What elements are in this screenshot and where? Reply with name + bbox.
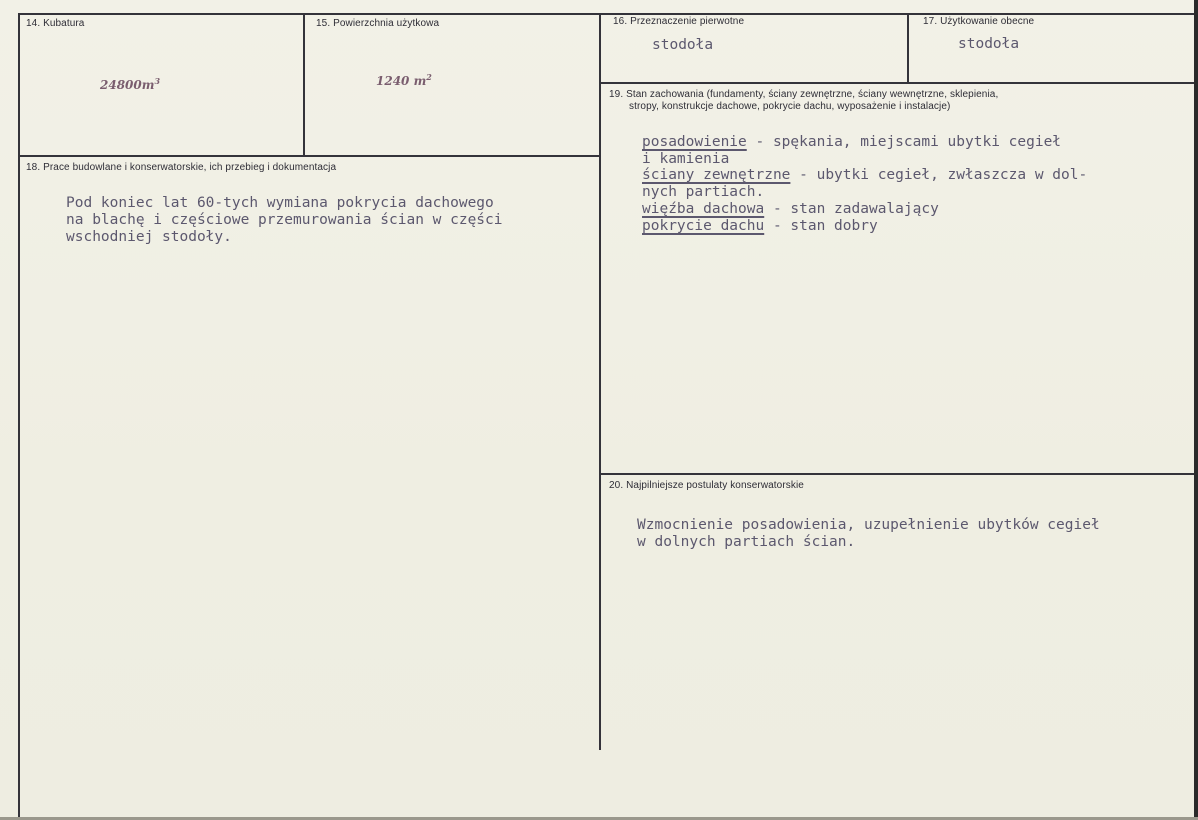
row-divider-top-left	[18, 155, 599, 157]
field-19-line-5: więźba dachowa - stan zadawalający	[642, 201, 939, 217]
field-18-label: 18. Prace budowlane i konserwatorskie, ich przebieg i dokumentacja	[26, 162, 337, 173]
field-18-line-3: wschodniej stodoły.	[66, 229, 232, 245]
field-19-line-1: posadowienie - spękania, miejscami ubytki cegieł	[642, 134, 1062, 150]
field-19-label-line-1: 19. Stan zachowania (fundamenty, ściany zewnętrzne, ściany wewnętrzne, sklepienia,	[609, 89, 999, 100]
field-20-line-2: w dolnych partiach ścian.	[637, 534, 856, 550]
field-16-label: 16. Przeznaczenie pierwotne	[613, 16, 745, 27]
column-divider-left	[303, 13, 305, 156]
field-20-line-1: Wzmocnienie posadowienia, uzupełnienie ubytków cegieł	[637, 517, 1100, 533]
scan-edge-right	[1194, 0, 1198, 820]
row-divider-right-upper	[599, 82, 1194, 84]
field-19-line-6: pokrycie dachu - stan dobry	[642, 218, 878, 234]
field-15-value: 1240 $m^2$	[376, 72, 432, 88]
field-15-label: 15. Powierzchnia użytkowa	[316, 18, 440, 29]
column-divider-middle	[599, 13, 601, 750]
field-14-label: 14. Kubatura	[26, 18, 85, 29]
field-19-line-2: i kamienia	[642, 151, 730, 167]
field-19-label-line-2: stropy, konstrukcje dachowe, pokrycie dachu, wyposażenie i instalacje)	[629, 101, 951, 112]
field-16-value: stodoła	[652, 37, 714, 53]
field-17-label: 17. Użytkowanie obecne	[923, 16, 1035, 27]
row-divider-right-lower	[599, 473, 1194, 475]
field-20-label: 20. Najpilniejsze postulaty konserwatorskie	[609, 480, 804, 491]
field-19-line-4: nych partiach.	[642, 184, 765, 200]
field-18-line-1: Pod koniec lat 60-tych wymiana pokrycia dachowego	[66, 195, 494, 211]
field-14-value: $24800m^3$	[100, 76, 161, 92]
top-border-line	[18, 13, 1194, 15]
field-18-line-2: na blachę i częściowe przemurowania ścian w części	[66, 212, 503, 228]
left-border-line	[18, 13, 20, 818]
field-17-value: stodoła	[958, 36, 1020, 52]
field-19-line-3: ściany zewnętrzne - ubytki cegieł, zwłaszcza w dol-	[642, 167, 1088, 183]
column-divider-right	[907, 13, 909, 83]
